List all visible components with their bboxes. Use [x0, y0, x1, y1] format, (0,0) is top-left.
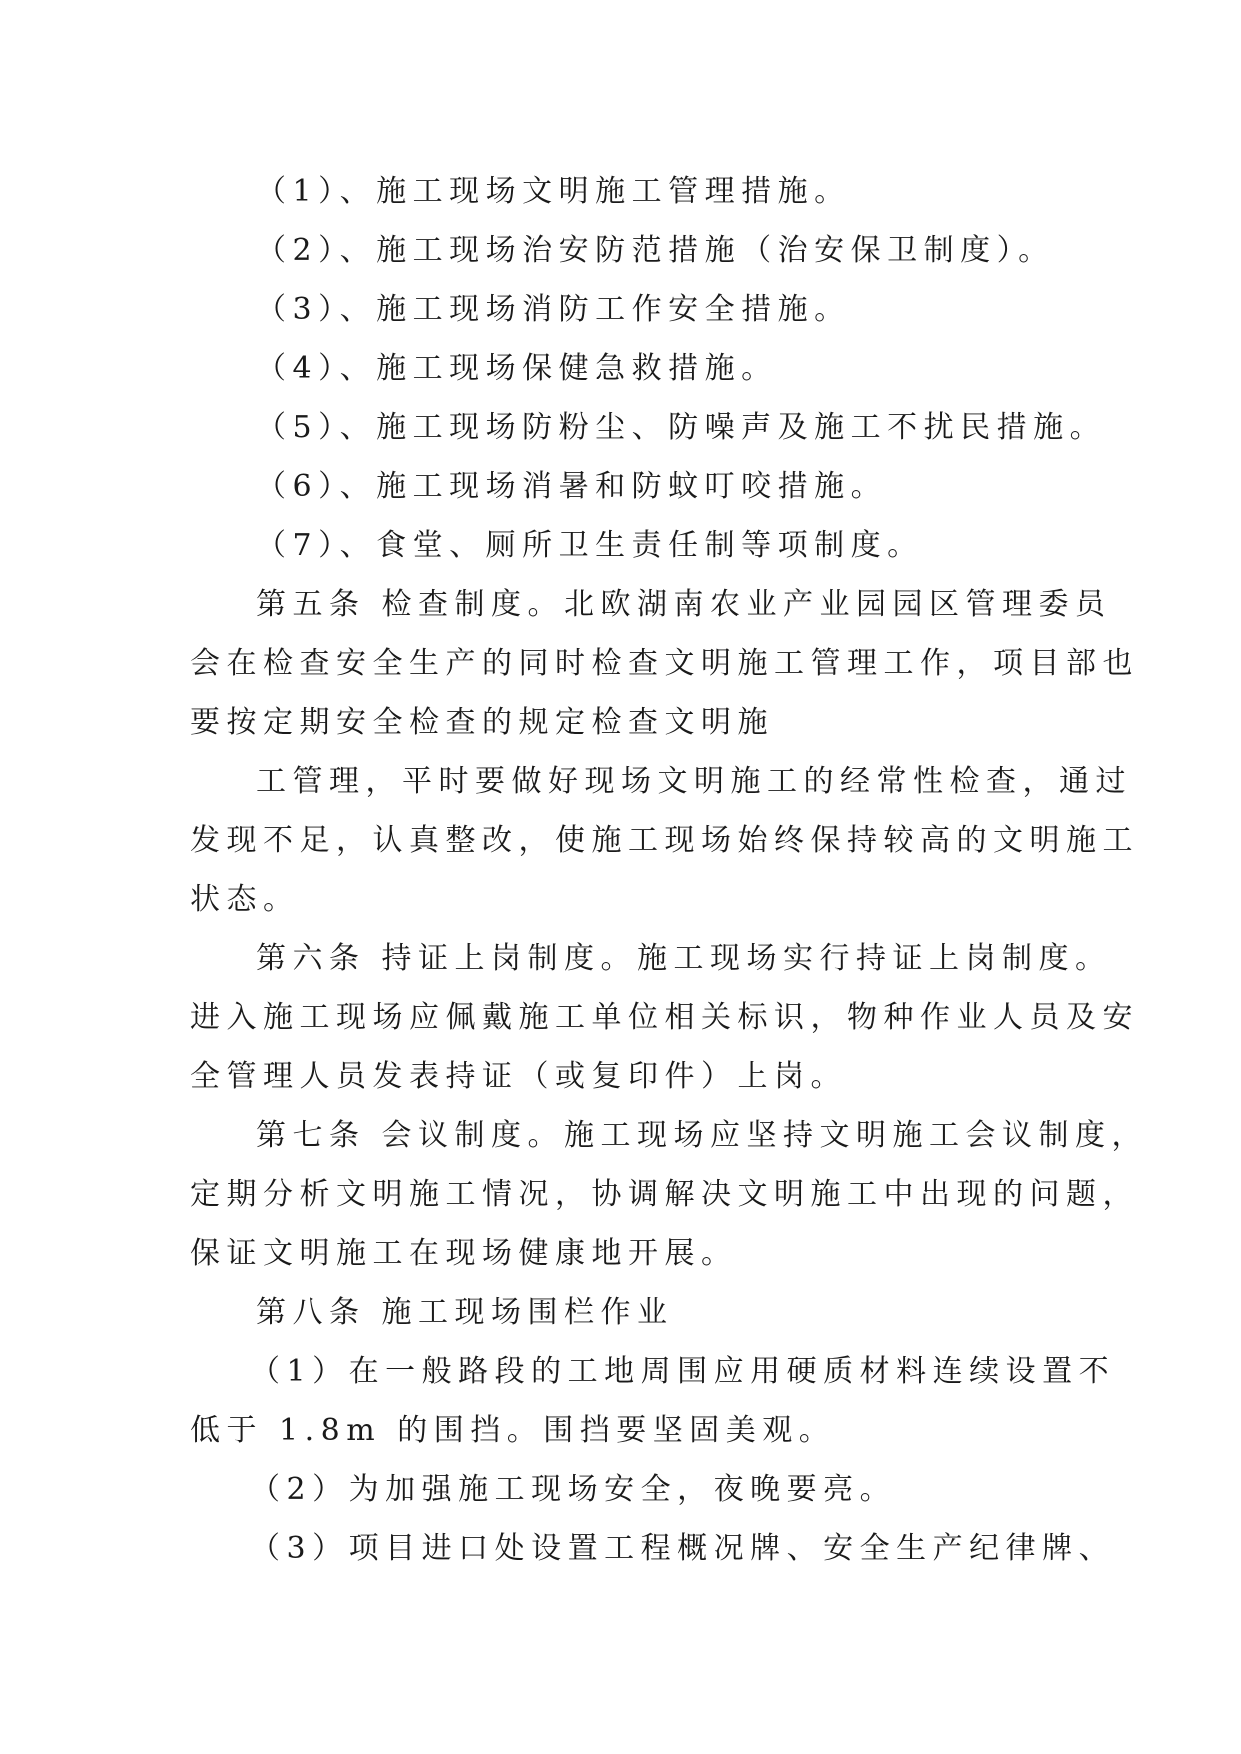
article-8-item-1-line-1: （1）在一般路段的工地周围应用硬质材料连续设置不	[250, 1354, 1116, 1389]
measure-item-4: （4）、施工现场保健急救措施。	[256, 351, 778, 386]
article-8-item-2: （2）为加强施工现场安全，夜晚要亮。	[250, 1472, 897, 1507]
article-7-line-1: 第七条 会议制度。施工现场应坚持文明施工会议制度，	[256, 1118, 1149, 1153]
article-5-line-1: 第五条 检查制度。北欧湖南农业产业园园区管理委员	[256, 587, 1112, 622]
article-8-item-3: （3）项目进口处设置工程概况牌、安全生产纪律牌、	[250, 1531, 1116, 1566]
measure-item-2: （2）、施工现场治安防范措施（治安保卫制度）。	[256, 233, 1055, 268]
article-5-line-3: 要按定期安全检查的规定检查文明施	[190, 705, 774, 740]
measure-item-3: （3）、施工现场消防工作安全措施。	[256, 292, 851, 327]
article-6-line-2: 进入施工现场应佩戴施工单位相关标识，物种作业人员及安	[190, 1000, 1139, 1035]
article-7-line-3: 保证文明施工在现场健康地开展。	[190, 1236, 738, 1271]
measure-item-5: （5）、施工现场防粉尘、防噪声及施工不扰民措施。	[256, 410, 1107, 445]
article-7-line-2: 定期分析文明施工情况，协调解决文明施工中出现的问题，	[190, 1177, 1139, 1212]
article-5-line-2: 会在检查安全生产的同时检查文明施工管理工作，项目部也	[190, 646, 1139, 681]
article-8-item-1-line-2: 低于 1.8m 的围挡。围挡要坚固美观。	[190, 1413, 836, 1448]
article-6-line-1: 第六条 持证上岗制度。施工现场实行持证上岗制度。	[256, 941, 1112, 976]
article-6-line-3: 全管理人员发表持证（或复印件）上岗。	[190, 1059, 847, 1094]
article-5-line-5: 发现不足，认真整改，使施工现场始终保持较高的文明施工	[190, 823, 1139, 858]
article-8-heading: 第八条 施工现场围栏作业	[256, 1295, 674, 1330]
measure-item-6: （6）、施工现场消暑和防蚊叮咬措施。	[256, 469, 888, 504]
article-5-line-4: 工管理，平时要做好现场文明施工的经常性检查，通过	[256, 764, 1132, 799]
document-body	[190, 162, 1149, 1578]
article-5-line-6: 状态。	[190, 882, 300, 917]
measure-item-7: （7）、食堂、厕所卫生责任制等项制度。	[256, 528, 924, 563]
measure-item-1: （1）、施工现场文明施工管理措施。	[256, 174, 851, 209]
